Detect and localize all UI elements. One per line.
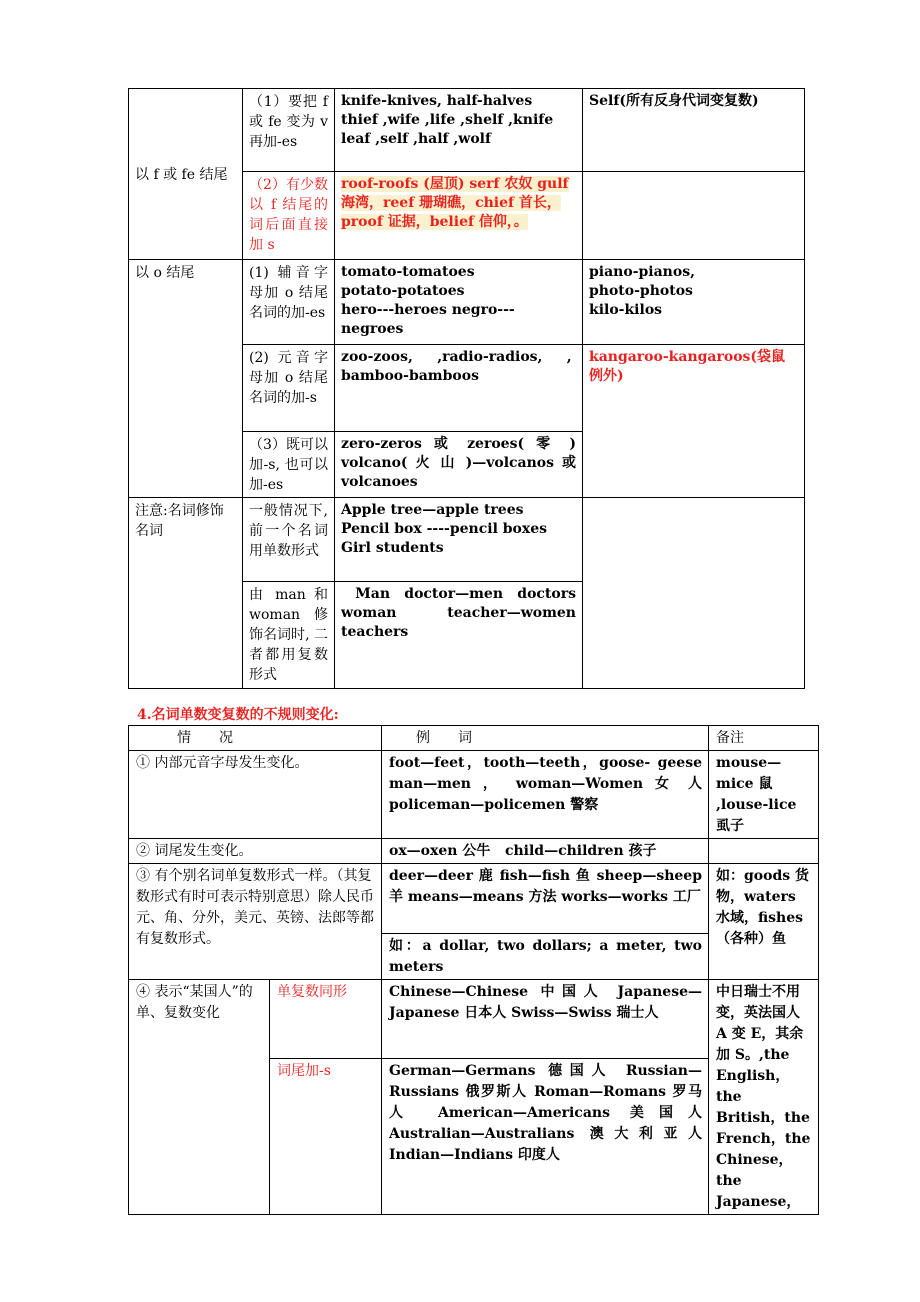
rule-modifier-2: 由 man 和 woman 修饰名词时, 二者都用复数形式 — [243, 582, 335, 689]
examples-o-3: zero-zeros 或 zeroes( 零 ) volcano( 火 山 )—volcanos 或 volcanoes — [335, 432, 583, 498]
note-modifier — [583, 498, 805, 689]
case-4-sub-add-s: 词尾加-s — [270, 1058, 382, 1214]
case-4: ④ 表示“某国人”的单、复数变化 — [129, 980, 270, 1215]
row-label-modifier: 注意:名词修饰名词 — [129, 498, 243, 689]
case-2: ② 词尾发生变化。 — [129, 839, 382, 864]
examples-4b: German—Germans 德国人 Russian—Russians 俄罗斯人 Roman—Romans 罗马人 American—Americans 美国人 Australian—Australians 澳大利亚人 Indian—Indians 印度人 — [382, 1058, 709, 1214]
rule-o-1: (1) 辅音字母加 o 结尾名词的加-es — [243, 260, 335, 345]
row-label-f-fe: 以 f 或 fe 结尾 — [129, 89, 243, 260]
rule-o-3: （3）既可以加-s, 也可以加-es — [243, 432, 335, 498]
row-label-o-end: 以 o 结尾 — [129, 260, 243, 498]
note-f-fe-2 — [583, 172, 805, 260]
examples-1: foot—feet，tooth—teeth，goose- geese man—men ， woman—Women 女 人 policeman—policemen 警察 — [382, 751, 709, 839]
examples-f-fe-1: knife-knives, half-halves thief ,wife ,life ,shelf ,knife leaf ,self ,half ,wolf — [335, 89, 583, 172]
plural-rules-table — [128, 88, 805, 689]
examples-3b: 如：a dollar, two dollars; a meter, two meters — [382, 934, 709, 980]
note-1: mouse—mice 鼠 ,louse-lice 虱子 — [709, 751, 819, 839]
examples-o-2: zoo-zoos, ,radio-radios, , bamboo-bamboos — [335, 345, 583, 432]
examples-modifier-2: Man doctor—men doctors woman teacher—women teachers — [335, 582, 583, 689]
rule-o-2: (2) 元音字母加 o 结尾名词的加-s — [243, 345, 335, 432]
examples-o-1: tomato-tomatoes potato-potatoes hero---heroes negro---negroes — [335, 260, 583, 345]
examples-modifier-1: Apple tree—apple trees Pencil box ----pencil boxes Girl students — [335, 498, 583, 582]
header-examples: 例 词 — [382, 726, 709, 751]
rule-modifier-1: 一般情况下,前一个名词用单数形式 — [243, 498, 335, 582]
examples-f-fe-2: roof-roofs (屋顶) serf 农奴 gulf 海湾，reef 珊瑚礁，chief 首长，proof 证据，belief 信仰，。 — [335, 172, 583, 260]
case-4-sub-same: 单复数同形 — [270, 980, 382, 1059]
irregular-plural-table — [128, 725, 819, 1215]
examples-4a: Chinese—Chinese 中国人 Japanese—Japanese 日本人 Swiss—Swiss 瑞士人 — [382, 980, 709, 1059]
case-3: ③ 有个别名词单复数形式一样。（其复数形式有时可表示特别意思）除人民币元、角、分外，美元、英镑、法郎等都有复数形式。 — [129, 864, 382, 980]
note-2 — [709, 839, 819, 864]
header-note: 备注 — [709, 726, 819, 751]
header-case: 情 况 — [129, 726, 382, 751]
note-o-1: piano-pianos, photo-photos kilo-kilos — [583, 260, 805, 345]
rule-f-fe-1: （1）要把 f 或 fe 变为 v 再加-es — [243, 89, 335, 172]
note-o-2: kangaroo-kangaroos(袋鼠例外) — [583, 345, 805, 498]
note-f-fe-1: Self(所有反身代词变复数) — [583, 89, 805, 172]
note-3: 如：goods 货物，waters 水域，fishes （各种）鱼 — [709, 864, 819, 980]
rule-f-fe-2: （2）有少数以 f 结尾的词后面直接加 s — [243, 172, 335, 260]
examples-2: ox—oxen 公牛 child—children 孩子 — [382, 839, 709, 864]
section-title: 4.名词单数变复数的不规则变化: — [137, 707, 339, 723]
note-4: 中日瑞士不用变，英法国人 A 变 E，其余加 S。,the English，the British，the French，the Chinese，the Japanese， — [709, 980, 819, 1215]
case-1: ① 内部元音字母发生变化。 — [129, 751, 382, 839]
examples-3: deer—deer 鹿 fish—fish 鱼 sheep—sheep 羊 means—means 方法 works—works 工厂 — [382, 864, 709, 934]
